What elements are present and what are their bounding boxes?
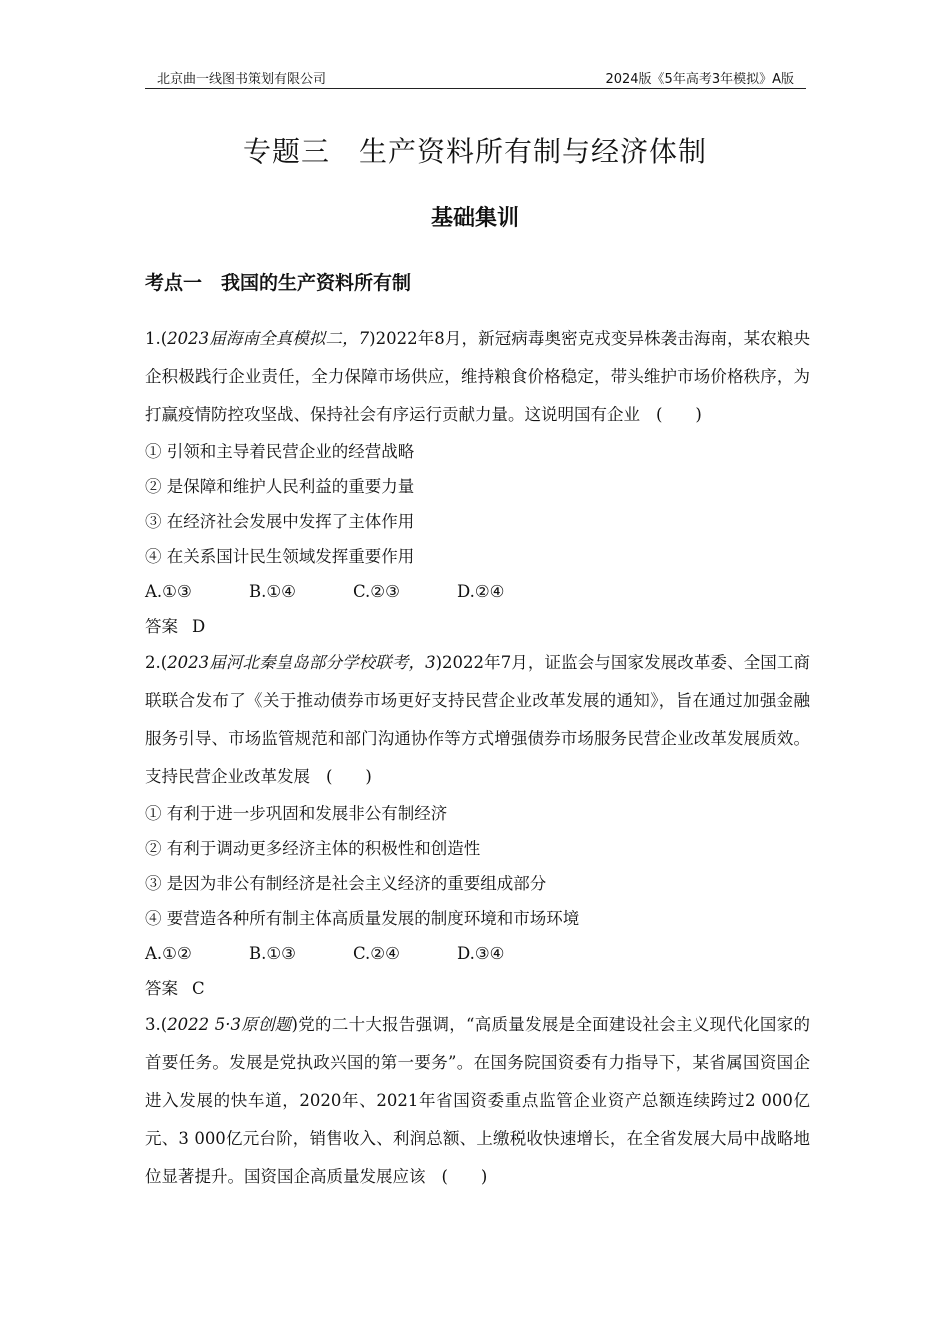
answer-blank: ( ) xyxy=(326,767,372,786)
answer-label: 答案 xyxy=(145,617,178,636)
option-3: ③ 在经济社会发展中发挥了主体作用 xyxy=(145,512,415,531)
choice-a: A.①② xyxy=(145,944,192,963)
answer-line xyxy=(145,609,810,644)
question-text: )党的二十大报告强调，“高质量发展是全面建设社会主义现代化国家的首要任务。发展是党执政兴国的第一要务”。在国务院国资委有力指导下，某省属国资国企进入发展的快车道，2020年、2021年省国资委重点监管企业资产总额连续跨过2 000亿元、3 000亿元台阶，销售收入、利润总额、上缴税收快速增长，在全省发展大局中战略地位显著提升。国资国企高质量发展应该 xyxy=(145,1015,810,1186)
question-list xyxy=(145,320,810,1196)
section-heading: 考点一 我国的生产资料所有制 xyxy=(145,272,412,294)
publisher-name: 北京曲一线图书策划有限公司 xyxy=(157,72,327,87)
answer-blank: ( ) xyxy=(656,405,702,424)
question-number: 3.( xyxy=(145,1015,168,1034)
question-stem xyxy=(145,1006,810,1196)
choice-a: A.①③ xyxy=(145,582,192,601)
question-1 xyxy=(145,320,810,644)
choice-b: B.①④ xyxy=(249,582,296,601)
option-4: ④ 在关系国计民生领域发挥重要作用 xyxy=(145,547,415,566)
answer-label: 答案 xyxy=(145,979,178,998)
answer-value: C xyxy=(192,979,205,998)
answer-blank: ( ) xyxy=(441,1167,488,1186)
question-number: 2.( xyxy=(145,653,168,672)
choice-row xyxy=(145,936,810,971)
question-text: )2022年7月，证监会与国家发展改革委、全国工商联联合发布了《关于推动债券市场更好支持民营企业改革发展的通知》，旨在通过加强金融服务引导、市场监管规范和部门沟通协作等方式增强债券市场服务民营企业改革发展质效。支持民营企业改革发展 xyxy=(145,653,810,786)
answer-line xyxy=(145,971,810,1006)
option-4: ④ 要营造各种所有制主体高质量发展的制度环境和市场环境 xyxy=(145,909,580,928)
question-text: )2022年8月，新冠病毒奥密克戎变异株袭击海南，某农粮央企积极践行企业责任，全力保障市场供应，维持粮食价格稳定，带头维护市场价格秩序，为打赢疫情防控攻坚战、保持社会有序运行贡献力量。这说明国有企业 xyxy=(145,329,810,424)
choice-c: C.②③ xyxy=(353,582,400,601)
choice-b: B.①③ xyxy=(249,944,296,963)
question-stem xyxy=(145,320,810,434)
option-1: ① 引领和主导着民营企业的经营战略 xyxy=(145,442,415,461)
option-3: ③ 是因为非公有制经济是社会主义经济的重要组成部分 xyxy=(145,874,547,893)
question-source: 2022 5·3原创题 xyxy=(167,1015,292,1034)
option-2: ② 是保障和维护人民利益的重要力量 xyxy=(145,477,415,496)
question-source: 2023届河北秦皇岛部分学校联考，3 xyxy=(167,653,436,672)
question-2 xyxy=(145,644,810,1006)
option-1: ① 有利于进一步巩固和发展非公有制经济 xyxy=(145,804,448,823)
edition-label: 2024版《5年高考3年模拟》A版 xyxy=(605,72,794,87)
page-title: 专题三 生产资料所有制与经济体制 xyxy=(242,135,707,168)
question-stem xyxy=(145,644,810,796)
choice-row xyxy=(145,574,810,609)
choice-d: D.②④ xyxy=(457,582,505,601)
question-3 xyxy=(145,1006,810,1196)
choice-c: C.②④ xyxy=(353,944,400,963)
question-source: 2023届海南全真模拟二，7 xyxy=(167,329,370,348)
page-subtitle: 基础集训 xyxy=(430,206,519,231)
question-number: 1.( xyxy=(145,329,168,348)
answer-value: D xyxy=(192,617,206,636)
choice-d: D.③④ xyxy=(457,944,505,963)
option-2: ② 有利于调动更多经济主体的积极性和创造性 xyxy=(145,839,481,858)
page-header xyxy=(145,66,806,89)
